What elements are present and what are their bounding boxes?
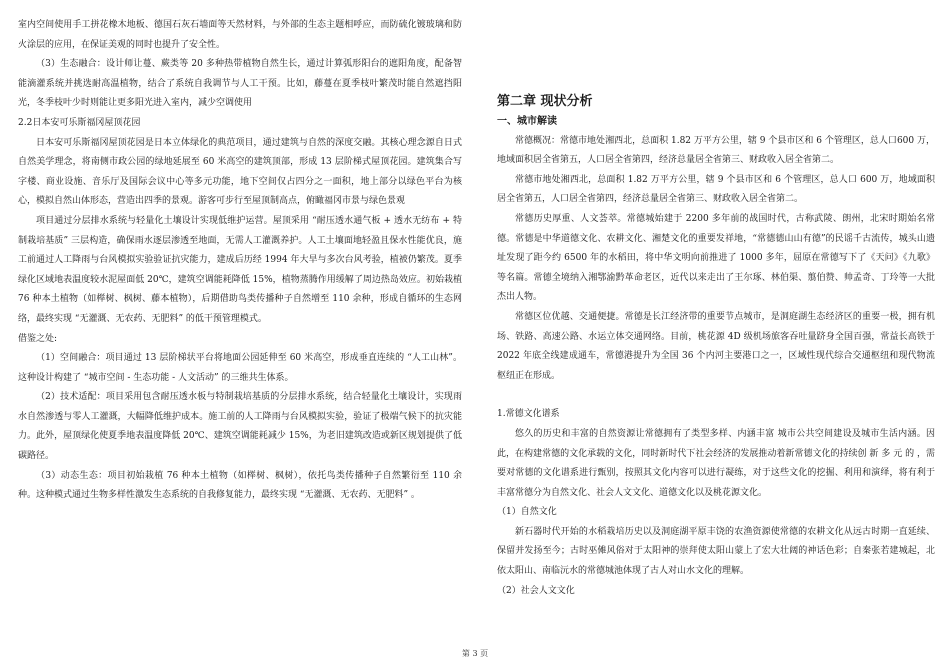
subsection-heading: （2）社会人文文化 <box>497 585 575 596</box>
paragraph: 悠久的历史和丰富的自然资源让常德拥有了类型多样、内涵丰富 城市公共空间建设及城市生活内涵。因此，在构建常德的文化承载的文化，同时新时代下社会经济的发展推动着新常德文化的持续创 新 多 元 的 ，需要对常德的文化谱系进行甄别，按照其文化内容可以进行凝练，对于这些文化的挖掘、利用和演绎，将有利于丰富常德分为自然文化、社会人文文化、道德文化以及桃花源文化。 <box>497 428 935 498</box>
paragraph: （3）生态融合：设计师让蔓、蕨类等 20 多种热带植物自然生长，通过计算弧形阳台的遮阳角度，配备智能滴灌系统并挑选耐高温植物，结合了系统自我调节与人工干预。比如，藤蔓在夏季枝叶繁茂时能自然遮挡阳光，冬季枝叶少时则能让更多阳光进入室内，减少空调使用 <box>18 59 462 109</box>
subsection-heading: （1）自然文化 <box>497 507 557 518</box>
left-column <box>18 16 462 506</box>
chapter-title: 第二章 现状分析 <box>497 94 593 109</box>
right-column <box>497 16 935 601</box>
paragraph: 室内空间使用手工拼花橡木地板、德国石灰石墙面等天然材料，与外部的生态主题相呼应，而防硫化镀玻璃和防火涂层的应用，在保证美观的同时也提升了安全性。 <box>18 20 462 50</box>
top-spacer <box>497 16 935 92</box>
paragraph: 常德市地处湘西北，总面积 1.82 万平方公里，辖 9 个县市区和 6 个管理区，总人口 600 万，地域面积居全省第五，人口居全省第四，经济总量居全省第三、财政收入居全省第二。 <box>497 174 935 205</box>
subsection-heading: 1.常德文化谱系 <box>497 409 560 420</box>
paragraph: 新石器时代开始的水稻栽培历史以及洞庭湖平原丰饶的农渔资源使常德的农耕文化从远古时期一直延续、保留并发扬至今；古时巫傩风俗对于太阳神的崇拜使太阳山蒙上了宏大壮阔的神话色彩；自秦张若建城起，北依太阳山、南临沅水的常德城池体现了古人对山水文化的理解。 <box>497 526 935 577</box>
section-heading: 2.2日本安可乐斯福冈屋顶花园 <box>18 117 141 128</box>
paragraph: （2）技术适配：项目采用包含耐压透水板与特制栽培基质的分层排水系统，结合轻量化土壤设计，实现雨水自然渗透与零人工灌溉，大幅降低维护成本。施工前的人工降雨与台风模拟实验，验证了极端气候下的抗灾能力。此外，屋顶绿化使夏季地表温度降低 20℃、建筑空调能耗减少 15%，为老旧建筑改造或新区规划提供了低碳路径。 <box>18 392 462 462</box>
page-number: 第 3 页 <box>461 649 489 658</box>
spacer <box>497 386 935 405</box>
paragraph: 常德历史厚重、人文荟萃。常德城始建于 2200 多年前的战国时代，古称武陵、朗州，北宋时期始名常德。常德是中华道德文化、农耕文化、湘楚文化的重要发祥地，“常德德山山有德”的民谣千古流传，城头山遗址发现了距今约 6500 年的水稻田，将中华文明向前推进了 1000 多年，屈原在常德写下了《天问》《九歌》等名篇。常德全境纳入湘鄂渝黔革命老区，近代以来走出了王尔琢、林伯渠、翦伯赞、帅孟奇、丁玲等一大批杰出人物。 <box>497 213 935 303</box>
subheading: 借鉴之处: <box>18 333 58 344</box>
paragraph: （3）动态生态：项目初始栽植 76 种本土植物（如榉树、枫树），依托鸟类传播种子自然繁衍至 110 余种。这种模式通过生物多样性激发生态系统的自我修复能力，最终实现 “无灌溉、无农药、无肥料” 。 <box>18 470 462 501</box>
paragraph: 常德区位优越、交通便捷。常德是长江经济带的重要节点城市，是洞庭湖生态经济区的重要一极，拥有机场、铁路、高速公路、水运立体交通网络。目前，桃花源 4D 级机场旅客吞吐量跻身全国百强，常益长高铁于 2022 年底全线建成通车，常德港提升为全国 36 个内河主要港口之一，区域性现代综合交通枢纽和现代物流枢纽正在形成。 <box>497 311 935 381</box>
paragraph: 常德概况：常德市地处湘西北，总面积 1.82 万平方公里，辖 9 个县市区和 6 个管理区，总人口600 万，地域面积居全省第五，人口居全省第四，经济总量居全省第三、财政收入居全省第二。 <box>497 135 935 166</box>
paragraph: 日本安可乐斯福冈屋顶花园是日本立体绿化的典范项目，通过建筑与自然的深度交融。其核心理念源自日式自然美学理念，将南侧市政公园的绿地延展至 60 米高空的建筑顶部，形成 13 层阶梯式屋顶花园。建筑集合写字楼、商业设施、音乐厅及国际会议中心等多元功能，地下空间仅占四分之一面积，地上部分以绿色平台为核心，模拟自然山体形态，营造出四季的景观。游客可步行至屋顶制高点，俯瞰福冈市景与绿色景观 <box>18 137 462 207</box>
paragraph: 项目通过分层排水系统与轻量化土壤设计实现低维护运营。屋顶采用 “耐压透水通气板 + 透水无纺布 + 特制栽培基质” 三层构造，确保雨水逐层渗透至地面，无需人工灌溉养护。人工土壤面地轻盈且保水性能优良，施工前通过人工降雨与台风模拟实验验证抗灾能力，建成后历经 1994 年大旱与多次台风考验，植被仍繁茂。夏季绿化区域地表温度较水泥屋面低 20℃，建筑空调能耗降低 15%，植物蒸腾作用缓解了周边热岛效应。初始栽植 76 种本土植物（如榉树、枫树、藤本植物），后期借助鸟类传播种子自然增至 110 余种，形成自循环的生态网络，最终实现 “无灌溉、无农药、无肥料” 的低干预管理模式。 <box>18 215 462 324</box>
section-title: 一、城市解读 <box>497 116 557 127</box>
paragraph: （1）空间融合：项目通过 13 层阶梯状平台将地面公园延伸至 60 米高空，形成垂直连续的 “人工山林”。这种设计构建了 “城市空间 - 生态功能 - 人文活动” 的三维共生体系。 <box>18 353 462 383</box>
